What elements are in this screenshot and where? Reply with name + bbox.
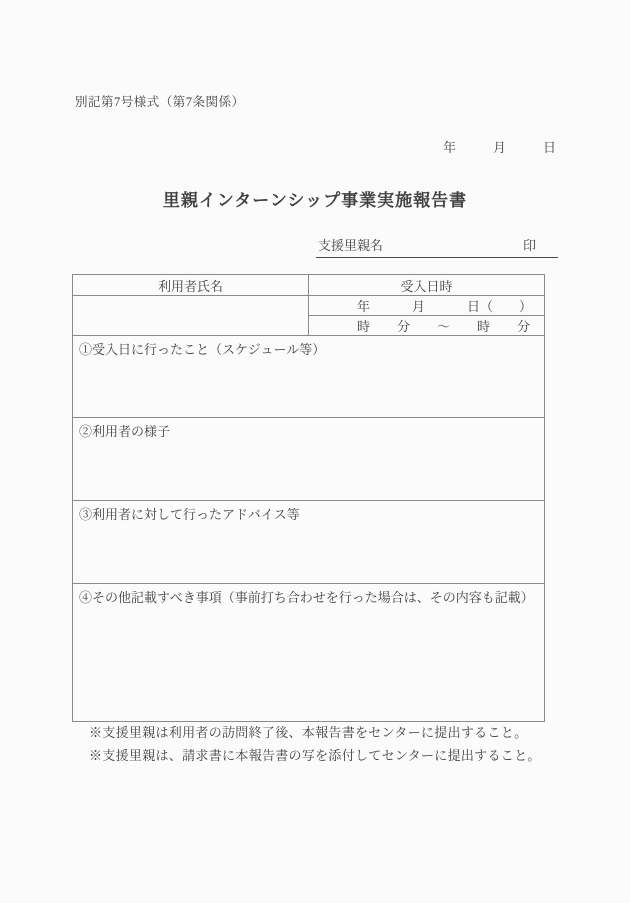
seal-label: 印 [522,238,536,253]
acceptance-date-cell [309,296,545,316]
user-name-header-cell: 利用者氏名 [73,275,309,296]
date-day-label: 日 [542,140,556,155]
end-hour-label: 時 [476,319,490,334]
report-form-table [72,274,545,722]
date-month-label: 月 [492,140,506,155]
date-year-label: 年 [443,140,457,155]
end-minute-label: 分 [516,319,530,334]
note-submission-after-visit: ※支援里親は利用者の訪問終了後、本報告書をセンターに提出すること。 [89,725,528,740]
section-3-advice-cell: ③利用者に対して行ったアドバイス等 [73,501,545,584]
start-hour-label: 時 [357,319,371,334]
user-name-input-cell [73,296,309,336]
start-minute-label: 分 [396,319,410,334]
footer-notes [89,722,541,767]
acceptance-year-label: 年 [357,299,371,314]
supporting-foster-parent-signature-line [316,235,558,258]
form-number-label: 別記第7号様式（第7条関係） [75,95,245,109]
report-date-line [443,137,556,156]
acceptance-time-cell [309,316,545,336]
section-1-activities-cell: ①受入日に行ったこと（スケジュール等） [73,336,545,418]
tilde-separator: ～ [436,319,450,334]
note-attach-copy-to-invoice: ※支援里親は、請求書に本報告書の写を添付してセンターに提出すること。 [89,747,541,763]
page-title: 里親インターンシップ事業実施報告書 [162,191,468,210]
signer-name-label: 支援里親名 [318,238,384,253]
acceptance-month-label: 月 [411,299,425,314]
section-2-user-condition-cell: ②利用者の様子 [73,418,545,501]
acceptance-day-label: 日（ ） [466,299,532,314]
acceptance-datetime-header-cell: 受入日時 [309,275,545,296]
section-4-other-notes-cell: ④その他記載すべき事項（事前打ち合わせを行った場合は、その内容も記載） [73,584,545,722]
